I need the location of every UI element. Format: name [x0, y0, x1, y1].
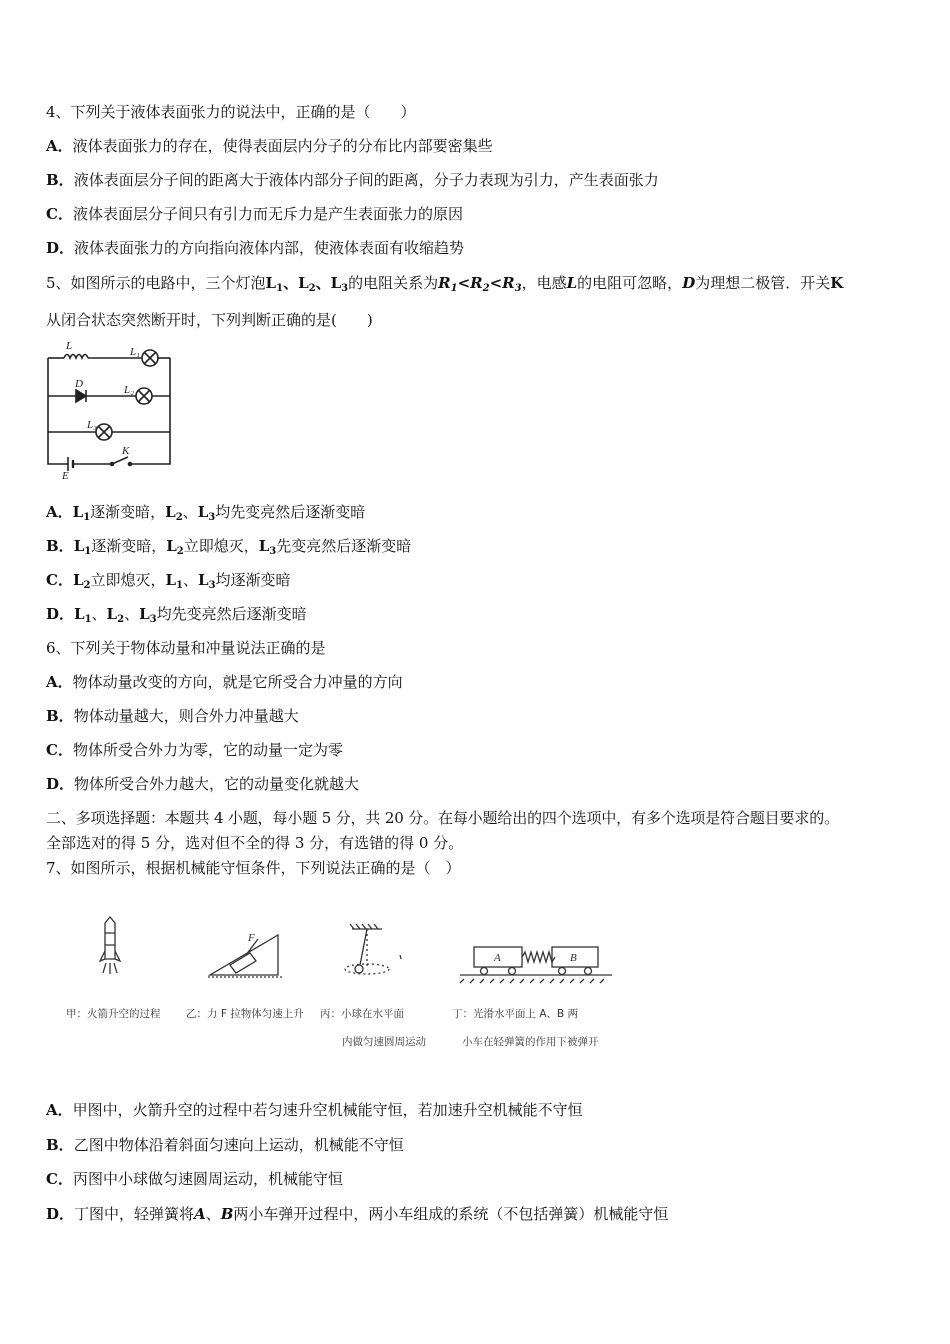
- q6-option-b: B．物体动量越大，则合外力冲量越大: [46, 707, 299, 725]
- q5-circuit-diagram: [40, 338, 180, 480]
- incline-figure: [208, 935, 282, 977]
- q7-option-c: C．丙图中小球做匀速圆周运动，机械能守恒: [46, 1170, 343, 1188]
- rocket-figure: [100, 917, 120, 974]
- q7-stem: 7、如图所示，根据机械能守恒条件，下列说法正确的是（ ）: [46, 859, 461, 877]
- label-l3: L₃: [87, 419, 97, 431]
- q4-stem: 4、下列关于液体表面张力的说法中，正确的是（ ）: [46, 103, 416, 121]
- q5-option-c: C．$L_2$立即熄灭，$L_1$、$L_3$均逐渐变暗: [46, 571, 291, 591]
- q5-option-a: A．$L_1$逐渐变暗，$L_2$、$L_3$均先变亮然后逐渐变暗: [46, 503, 366, 523]
- q6-option-c: C．物体所受合外力为零，它的动量一定为零: [46, 741, 343, 759]
- circuit-right-wire: [130, 358, 170, 464]
- caption-ding-2: 小车在轻弹簧的作用下被弹开: [462, 1036, 599, 1048]
- section2-line1: 二、多项选择题：本题共 4 小题，每小题 5 分，共 20 分。在每小题给出的四个选项中，有多个选项是符合题目要求的。: [46, 809, 839, 827]
- q6-option-a: A．物体动量改变的方向，就是它所受合力冲量的方向: [46, 673, 403, 691]
- q7-option-b: B．乙图中物体沿着斜面匀速向上运动，机械能不守恒: [46, 1136, 404, 1154]
- caption-bing-2: 内做匀速圆周运动: [342, 1036, 426, 1048]
- caption-ding-1: 丁：光滑水平面上 A、B 两: [452, 1008, 579, 1020]
- q5-stem-line2: 从闭合状态突然断开时，下列判断正确的是( ): [46, 311, 373, 329]
- label-force-f: F: [248, 932, 255, 944]
- q4-option-c: C．液体表面层分子间只有引力而无斥力是产生表面张力的原因: [46, 205, 463, 223]
- circuit-left-wire: [48, 358, 68, 464]
- q6-option-d: D．物体所受合外力越大，它的动量变化就越大: [46, 775, 360, 793]
- label-l: L: [66, 340, 73, 352]
- caption-bing-1: 丙：小球在水平面: [320, 1008, 404, 1020]
- label-e: E: [62, 470, 69, 480]
- caption-jia: 甲：火箭升空的过程: [66, 1008, 161, 1020]
- q4-option-a: A．液体表面张力的存在，使得表面层内分子的分布比内部要密集些: [46, 137, 493, 155]
- q7-figures: [60, 915, 630, 985]
- label-cart-a: A: [494, 952, 501, 964]
- q7-option-d: D．丁图中，轻弹簧将A、B两小车弹开过程中，两小车组成的系统（不包括弹簧）机械能守恒: [46, 1205, 669, 1223]
- q4-option-d: D．液体表面张力的方向指向液体内部，使液体表面有收缩趋势: [46, 239, 465, 257]
- q5-option-b: B．$L_1$逐渐变暗，$L_2$立即熄灭，$L_3$先变亮然后逐渐变暗: [46, 537, 412, 557]
- switch-k: [112, 457, 128, 464]
- label-l1: L₁: [130, 346, 140, 358]
- label-d: D: [75, 378, 83, 390]
- q7-option-a: A．甲图中，火箭升空的过程中若匀速升空机械能守恒，若加速升空机械能不守恒: [46, 1101, 583, 1119]
- caption-yi: 乙：力 F 拉物体匀速上升: [186, 1008, 304, 1020]
- q6-stem: 6、下列关于物体动量和冲量说法正确的是: [46, 639, 326, 657]
- inductor-coil: [64, 355, 88, 359]
- section2-line2: 全部选对的得 5 分，选对但不全的得 3 分，有选错的得 0 分。: [46, 834, 464, 852]
- q5-option-d: D．$L_1$、$L_2$、$L_3$均先变亮然后逐渐变暗: [46, 605, 307, 625]
- label-k: K: [122, 445, 130, 457]
- pendulum-figure: [345, 924, 401, 974]
- label-cart-b: B: [570, 952, 577, 964]
- q5-stem-line1: 5、如图所示的电路中，三个灯泡$L_1$、$L_2$、$L_3$的电阻关系为$R_1<R_2<R_3$，电感L的电阻可忽略，D为理想二极管．开关K: [46, 274, 844, 294]
- q4-option-b: B．液体表面层分子间的距离大于液体内部分子间的距离，分子力表现为引力，产生表面张力: [46, 171, 659, 189]
- carts-figure: [460, 947, 612, 983]
- diode: [76, 390, 86, 402]
- label-l2: L₂: [124, 384, 134, 396]
